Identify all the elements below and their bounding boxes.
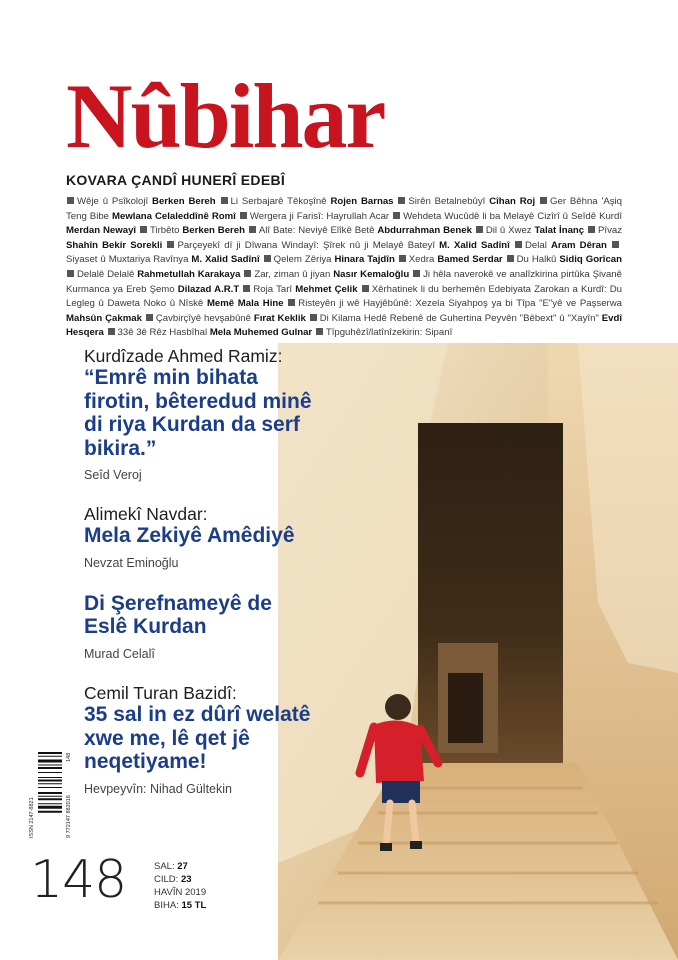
masthead xyxy=(66,65,586,170)
story-title: “Emrê min bihata firotin, bêteredud minê di riya Kurdan da serf bikira.” xyxy=(84,366,312,460)
contents-item-title: Ji hêla naverokê ve analîzkirina pirtûka Şivanê Kurmanca ya Ereb Şemo xyxy=(66,268,622,295)
barcode-bar xyxy=(38,772,62,773)
contents-item-title: Wehdeta Wucûdê li ba Melayê Cizîrî û Seîdê Kurdî xyxy=(403,210,622,222)
bullet-square-icon xyxy=(67,197,74,204)
contents-item-author: Dilazad A.R.T xyxy=(177,283,240,295)
contents-item xyxy=(66,196,216,207)
contents-item xyxy=(315,327,452,338)
contents-item xyxy=(263,254,395,265)
barcode-bar xyxy=(38,777,62,778)
contents-item xyxy=(220,196,394,207)
contents-item xyxy=(248,225,472,236)
contents-item-title: Parçeyekî dî ji Dîwana Windayî: Şîrek nû ji Melayê Bateyî xyxy=(177,239,440,251)
bullet-square-icon xyxy=(612,241,619,248)
contents-item-author: M. Xalid Sadînî xyxy=(439,239,510,251)
barcode-bar xyxy=(38,783,62,784)
bullet-square-icon xyxy=(398,197,405,204)
barcode-bar xyxy=(38,803,62,804)
contents-item-author: Fırat Keklik xyxy=(253,312,306,324)
story-3 xyxy=(84,592,314,661)
barcode-bar xyxy=(38,787,62,788)
story-author: Seîd Veroj xyxy=(84,468,142,483)
sal-label: SAL: xyxy=(154,861,175,872)
contents-item xyxy=(66,269,240,280)
bullet-square-icon xyxy=(140,226,147,233)
contents-item-author: Berken Bereh xyxy=(182,225,245,237)
barcode-bar xyxy=(38,806,62,809)
story-author: Nevzat Eminoğlu xyxy=(84,555,179,570)
barcode-bar xyxy=(38,780,62,782)
issue-date: HAVÎN 2019 xyxy=(154,887,207,898)
bullet-square-icon xyxy=(167,241,174,248)
contents-item-author: Mewlana Celaleddînê Romî xyxy=(112,210,236,222)
biha-value: 15 TL xyxy=(181,900,207,911)
contents-item-title: Dil û Xwez xyxy=(485,225,535,237)
cild-label: CILD: xyxy=(154,874,179,885)
bullet-square-icon xyxy=(244,270,251,277)
contents-item-title: Risteyên ji wê Hayjêbûnê: Xezela Siyahpoş ya bi Tîpa "E"yê ve Paşserwa xyxy=(298,298,623,310)
story-2 xyxy=(84,504,314,570)
barcode-issue-suffix: 148 xyxy=(66,752,72,762)
magazine-logo: Nûbihar xyxy=(66,65,385,167)
story-4 xyxy=(84,683,314,796)
contents-item-author: Abdurrahman Benek xyxy=(377,225,472,237)
contents-item xyxy=(475,225,584,236)
contents-item xyxy=(107,327,313,338)
contents-item-author: Memê Mala Hine xyxy=(206,298,284,310)
contents-item-author: Nasır Kemaloğlu xyxy=(333,268,410,280)
contents-item-author: Mahsûn Çakmak xyxy=(66,312,142,324)
bullet-square-icon xyxy=(108,328,115,335)
contents-item-title: Ger Bêhna 'Aşiq Teng Bibe xyxy=(66,196,622,222)
contents-item-title: Siyaset û Muxtariya Ravînya xyxy=(66,254,192,266)
bullet-square-icon xyxy=(243,285,250,292)
story-author: Hevpeyvîn: Nihad Gültekin xyxy=(84,781,232,796)
contents-item-title: Delalê Delalê xyxy=(77,268,138,280)
contents-item-title: Zar, ziman û jiyan xyxy=(254,268,334,280)
story-title: Mela Zekiyê Amêdiyê xyxy=(84,524,295,548)
story-kicker: Alimekî Navdar: xyxy=(84,504,208,525)
bullet-square-icon xyxy=(507,255,514,262)
barcode-code: 9 772147 882016 xyxy=(66,795,72,838)
story-title: Di Şerefnameyê de Eslê Kurdan xyxy=(84,591,272,639)
contents-item-title: Li Serbajarê Têkoşînê xyxy=(230,196,331,207)
bullet-square-icon xyxy=(476,226,483,233)
contents-item-author: Talat İnanç xyxy=(534,225,585,237)
contents-item-author: Sidiq Gorîcan xyxy=(559,254,622,266)
contents-item-author: Rahmetullah Karakaya xyxy=(137,268,241,280)
contents-item-author: Mehmet Çelik xyxy=(295,283,358,295)
barcode-issn: ISSN 2147-8821 xyxy=(29,797,35,838)
bullet-square-icon xyxy=(288,299,295,306)
barcode-bar xyxy=(38,767,62,769)
contents-item xyxy=(166,240,509,251)
contents-item-title: Di Kilama Hedê Rebenê de Guhertina Peyvên "Bêbext" û "Xayîn" xyxy=(319,312,602,324)
contents-item-author: Berken Bereh xyxy=(152,196,216,207)
barcode-bar xyxy=(38,760,62,763)
bullet-square-icon xyxy=(588,226,595,233)
contents-item-title: Tirbêto xyxy=(149,225,183,237)
contents-item-title: Sirên Betalnebûyî xyxy=(408,196,490,207)
contents-item xyxy=(398,254,503,265)
story-author: Murad Celalî xyxy=(84,646,155,661)
contents-item-author: Evdî Hesqera xyxy=(66,312,622,339)
contents-item-title: Xedra xyxy=(408,254,438,266)
issue-number: 148 xyxy=(30,850,127,910)
contents-item xyxy=(506,254,622,265)
bullet-square-icon xyxy=(316,328,323,335)
bullet-square-icon xyxy=(399,255,406,262)
contents-item-title: Xêrhatinek li du berhemên Edebiyata Zarokan a Kurdî: Du Legleg û Daweta Noko û Nîskê xyxy=(66,283,622,310)
barcode-bar xyxy=(38,756,62,757)
contents-item xyxy=(514,240,607,251)
contents-item-title: Çavbirçîyê hevşabûnê xyxy=(155,312,254,324)
contents-item-title: Roja Tarî xyxy=(253,283,296,295)
contents-item-author: Cîhan Roj xyxy=(489,196,536,207)
contents-item-title: Pîvaz xyxy=(598,225,622,237)
contents-item-author: Mela Muhemed Gulnar xyxy=(209,327,313,339)
barcode-bar xyxy=(38,798,62,800)
magazine-subtitle: KOVARA ÇANDÎ HUNERÎ EDEBÎ xyxy=(66,172,286,188)
bullet-square-icon xyxy=(413,270,420,277)
contents-item-title: Alî Bate: Neviyê Elîkê Betê xyxy=(258,225,378,237)
table-of-contents xyxy=(66,195,622,341)
barcode-bar xyxy=(38,752,62,754)
contents-item-title: Wêje û Psîkolojî xyxy=(77,196,153,207)
story-title: 35 sal in ez dûrî welatê xwe me, lê qet jê neqetiyame! xyxy=(84,702,311,774)
contents-item-title: Delal xyxy=(524,239,551,251)
barcode-bar xyxy=(38,765,62,766)
contents-item-author: M. Xalid Sadînî xyxy=(191,254,260,266)
contents-item xyxy=(145,313,306,324)
barcode-bar xyxy=(38,792,62,794)
bullet-square-icon xyxy=(515,241,522,248)
contents-item-author: Rojen Barnas xyxy=(330,196,394,207)
contents-item-title: Du Halkû xyxy=(516,254,560,266)
bullet-square-icon xyxy=(240,212,247,219)
story-kicker: Cemil Turan Bazidî: xyxy=(84,682,237,703)
bullet-square-icon xyxy=(249,226,256,233)
contents-item-title: 33ê 3ê Rêz Hasbîhal xyxy=(117,327,210,339)
contents-item xyxy=(397,196,535,207)
contents-item xyxy=(243,269,409,280)
story-kicker: Kurdîzade Ahmed Ramiz: xyxy=(84,346,283,366)
biha-label: BIHA: xyxy=(154,900,179,911)
contents-item xyxy=(242,284,357,295)
cover-photo xyxy=(278,343,678,960)
bullet-square-icon xyxy=(362,285,369,292)
bullet-square-icon xyxy=(310,314,317,321)
issue-meta xyxy=(154,860,206,912)
contents-item-author: Bamed Serdar xyxy=(437,254,503,266)
contents-item-author: Merdan Newayî xyxy=(66,225,137,237)
sal-value: 27 xyxy=(177,861,188,872)
contents-item-author: Aram Dêran xyxy=(550,239,607,251)
cild-value: 23 xyxy=(180,874,192,885)
cover-headlines xyxy=(84,346,314,818)
story-1 xyxy=(84,346,314,482)
contents-item-title: Wergera ji Farisî: Hayrullah Acar xyxy=(249,210,393,222)
contents-item xyxy=(139,225,245,236)
contents-item-author: Shahîn Bekir Sorekli xyxy=(66,239,163,251)
bullet-square-icon xyxy=(540,197,547,204)
bullet-square-icon xyxy=(393,212,400,219)
bullet-square-icon xyxy=(146,314,153,321)
contents-item-author: Hinara Tajdîn xyxy=(334,254,395,266)
bullet-square-icon xyxy=(264,255,271,262)
contents-item-title: Tîpguhêzî/latînîzekirin: Sipanî xyxy=(325,327,453,339)
bullet-square-icon xyxy=(67,270,74,277)
contents-item-title: Qelem Zêriya xyxy=(273,254,335,266)
bullet-square-icon xyxy=(221,197,228,204)
barcode-bar xyxy=(38,796,62,797)
barcode-bar xyxy=(38,811,62,813)
contents-item xyxy=(239,211,392,222)
barcode xyxy=(28,746,72,840)
